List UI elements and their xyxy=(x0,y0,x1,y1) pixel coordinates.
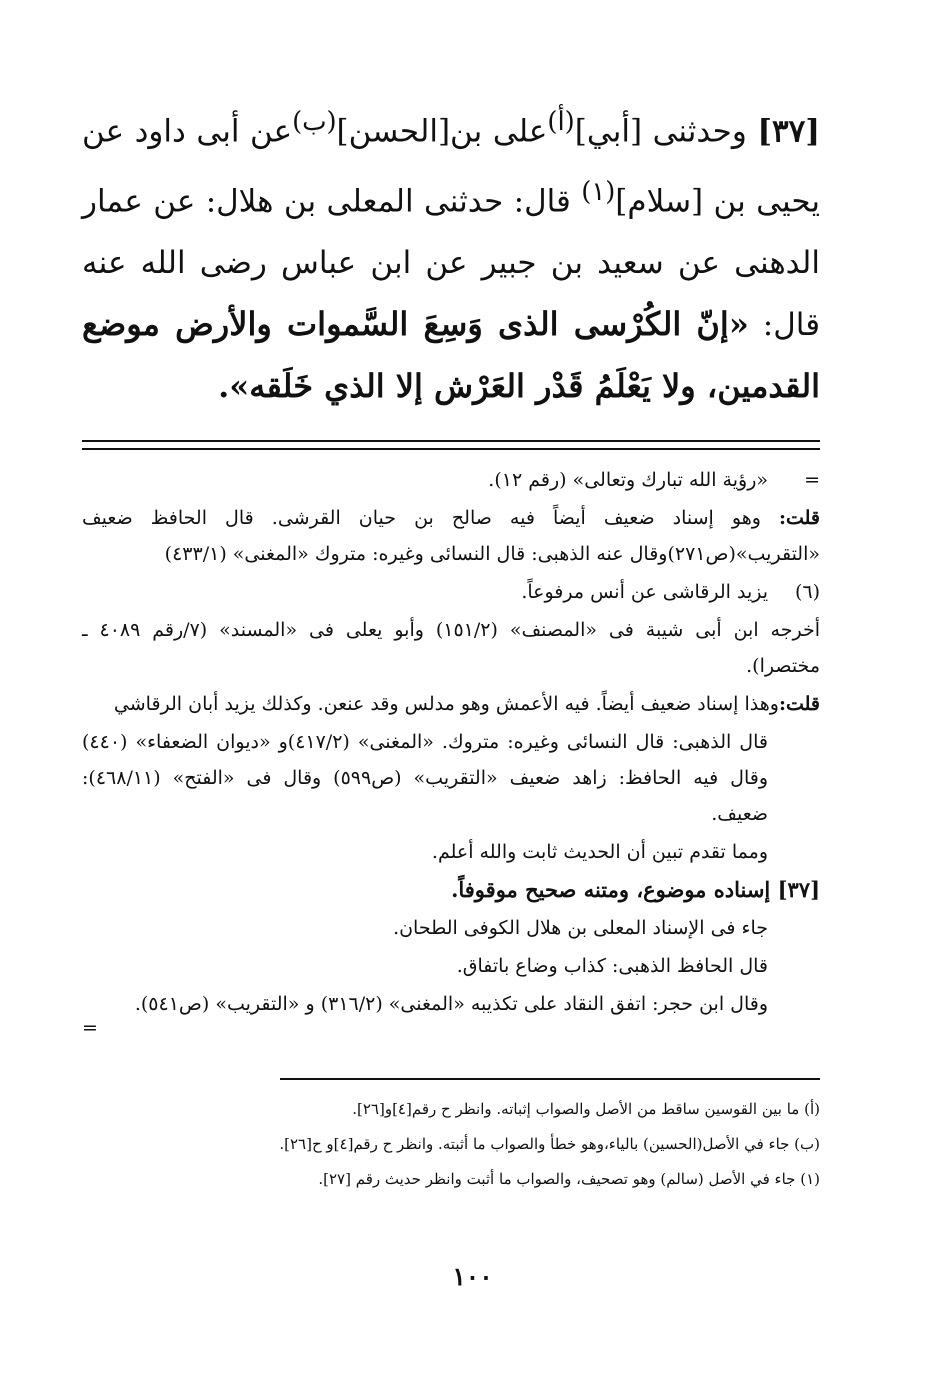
heading-text: إسناده موضوع، ومتنه صحيح موقوفاً. xyxy=(451,876,778,902)
commentary xyxy=(82,462,820,1038)
commentary-continuation xyxy=(82,462,820,498)
footnote-ref-1: (١) xyxy=(581,177,616,208)
footnote-ref-a: (أ) xyxy=(547,107,575,137)
commentary-item-6 xyxy=(82,574,820,610)
commentary-para-3-text: وهذا إسناد ضعيف أيضاً. فيه الأعمش وهو مدلس وقد عنعن. وكذلك يزيد أبان الرقاشي xyxy=(113,692,779,715)
commentary-para-2: أخرجه ابن أبى شيبة فى «المصنف» (١٥١/٢) وأبو يعلى فى «المسند» (٧/رقم ٤٠٨٩ ـ مختصرا). xyxy=(82,618,820,677)
page-number: ١٠٠ xyxy=(452,1262,493,1291)
commentary-para-1 xyxy=(82,500,820,572)
item-6-text: يزيد الرقاشى عن أنس مرفوعاً. xyxy=(521,580,768,603)
commentary-para-8: وقال ابن حجر: اتفق النقاد على تكذيبه «المغنى» (٣١٦/٢) و «التقريب» (ص٥٤١). xyxy=(134,992,768,1015)
commentary-para-3 xyxy=(82,686,820,722)
item-6-number: (٦) xyxy=(794,580,820,603)
hadith-number: [٣٧] xyxy=(757,113,820,150)
page-body xyxy=(82,92,820,1197)
commentary-para-1-text: وهو إسناد ضعيف أيضاً فيه صالح بن حيان القرشى. قال الحافظ ضعيف «التقريب»(ص٢٧١)وقال عنه الذهبى: قال النسائى وغيره: متروك «المغنى» (٤٣٣/١) xyxy=(82,506,820,565)
footnote-divider xyxy=(280,1078,820,1080)
footnote-ref-b: (ب) xyxy=(292,107,337,137)
qultu-label-1: قلت: xyxy=(778,506,820,529)
footnote-b: (ب) جاء في الأصل(الحسين) بالياء،وهو خطأ والصواب ما أثبته. وانظر ح رقم[٤]و ح[٢٦]. xyxy=(279,1134,820,1153)
commentary-para-4: قال الذهبى: قال النسائى وغيره: متروك. «المغنى» (٤١٧/٢)و «ديوان الضعفاء» (٤٤٠) وقال فيه الحافظ: زاهد ضعيف «التقريب» (ص٥٩٩) وقال فى «الفتح» (٤٦٨/١١): ضعيف. xyxy=(82,730,768,825)
footnotes xyxy=(82,1092,820,1197)
commentary-para-7: قال الحافظ الذهبى: كذاب وضاع باتفاق. xyxy=(456,954,768,977)
isnad-part-2: على بن[الحسن] xyxy=(336,113,548,150)
end-continuation-mark: = xyxy=(82,1016,98,1039)
continuation-mark: = xyxy=(804,468,820,491)
commentary-line-1: «رؤية الله تبارك وتعالى» (رقم ١٢). xyxy=(488,468,768,491)
commentary-para-5: ومما تقدم تبين أن الحديث ثابت والله أعلم. xyxy=(431,840,768,863)
footnote-1: (١) جاء في الأصل (سالم) وهو تصحيف، والصواب ما أثبت وانظر حديث رقم [٢٧]. xyxy=(318,1169,820,1188)
heading-number: [٣٧] xyxy=(777,876,820,902)
footnote-a: (أ) ما بين القوسين ساقط من الأصل والصواب إثباته. وانظر ح رقم[٤]و[٢٦]. xyxy=(352,1099,820,1118)
commentary-heading-37 xyxy=(82,872,820,908)
isnad-part-1: وحدثنى [أبي] xyxy=(574,113,747,150)
commentary-para-6: جاء فى الإسناد المعلى بن هلال الكوفى الطحان. xyxy=(393,916,768,939)
isnad-part-4: قال: حدثنى المعلى بن هلال: عن عمار الدهنى عن سعيد بن جبير عن ابن عباس رضى الله عنه قال: xyxy=(82,183,821,343)
hadith-text xyxy=(82,92,820,418)
isnad-part-3: عن أبى داود عن يحيى بن [سلام] xyxy=(82,113,820,220)
section-divider xyxy=(82,440,820,450)
hadith-matn: «إنّ الكُرْسى الذى وَسِعَ السَّموات والأرض موضع القدمين، ولا يَعْلَمُ قَدْر العَرْش إلا الذي خَلَقه». xyxy=(82,304,820,405)
qultu-label-2: قلت: xyxy=(778,692,820,715)
